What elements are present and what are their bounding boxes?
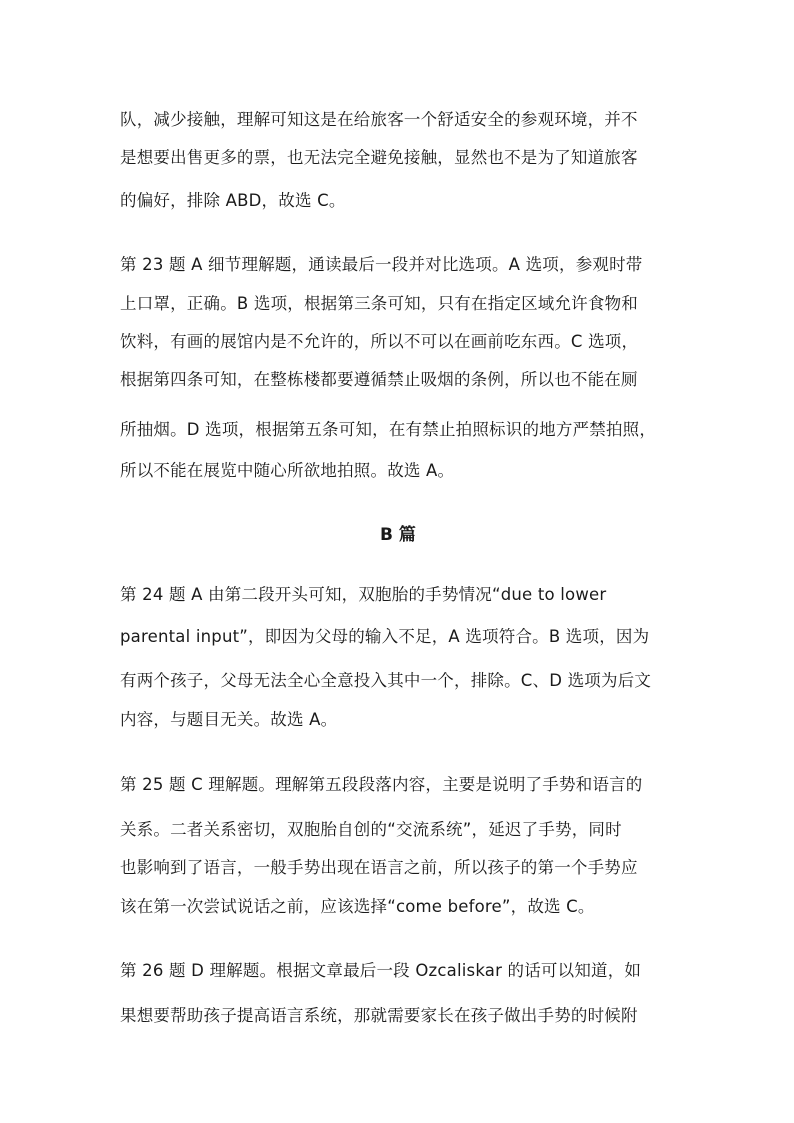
question-23-line: 饮料，有画的展馆内是不允许的，所以不可以在画前吃东西。C 选项，	[120, 332, 639, 351]
section-title: B 篇	[380, 525, 416, 545]
question-24-line: 第 24 题 A 由第二段开头可知，双胞胎的手势情况“due to lower	[120, 585, 607, 604]
question-23-line: 所抽烟。D 选项，根据第五条可知，在有禁止拍照标识的地方严禁拍照，	[120, 420, 657, 439]
question-23-line: 根据第四条可知，在整栋楼都要遵循禁止吸烟的条例，所以也不能在厕	[120, 370, 638, 389]
text-line: 的偏好，排除 ABD，故选 C。	[120, 191, 346, 210]
question-24-line: parental input”，即因为父母的输入不足，A 选项符合。B 选项，因为	[120, 627, 650, 646]
question-23-line: 所以不能在展览中随心所欲地拍照。故选 A。	[120, 461, 455, 480]
question-23-line: 第 23 题 A 细节理解题，通读最后一段并对比选项。A 选项，参观时带	[120, 255, 643, 274]
question-26-line: 果想要帮助孩子提高语言系统，那就需要家长在孩子做出手势的时候附	[120, 1006, 638, 1025]
question-26-line: 第 26 题 D 理解题。根据文章最后一段 Ozcaliskar 的话可以知道，如	[120, 961, 642, 980]
question-24-line: 内容，与题目无关。故选 A。	[120, 710, 338, 729]
question-23-line: 上口罩，正确。B 选项，根据第三条可知，只有在指定区域允许食物和	[120, 294, 638, 313]
question-25-line: 也影响到了语言，一般手势出现在语言之前，所以孩子的第一个手势应	[120, 858, 638, 877]
question-24-line: 有两个孩子，父母无法全心全意投入其中一个，排除。C、D 选项为后文	[120, 671, 652, 690]
question-25-line: 该在第一次尝试说话之前，应该选择“come before”，故选 C。	[120, 897, 595, 916]
question-25-line: 第 25 题 C 理解题。理解第五段段落内容，主要是说明了手势和语言的	[120, 775, 643, 794]
text-line: 是想要出售更多的票，也无法完全避免接触，显然也不是为了知道旅客	[120, 148, 638, 167]
question-25-line: 关系。二者关系密切，双胞胎自创的“交流系统”，延迟了手势，同时	[120, 820, 622, 839]
text-line: 队，减少接触，理解可知这是在给旅客一个舒适安全的参观环境，并不	[120, 110, 638, 129]
